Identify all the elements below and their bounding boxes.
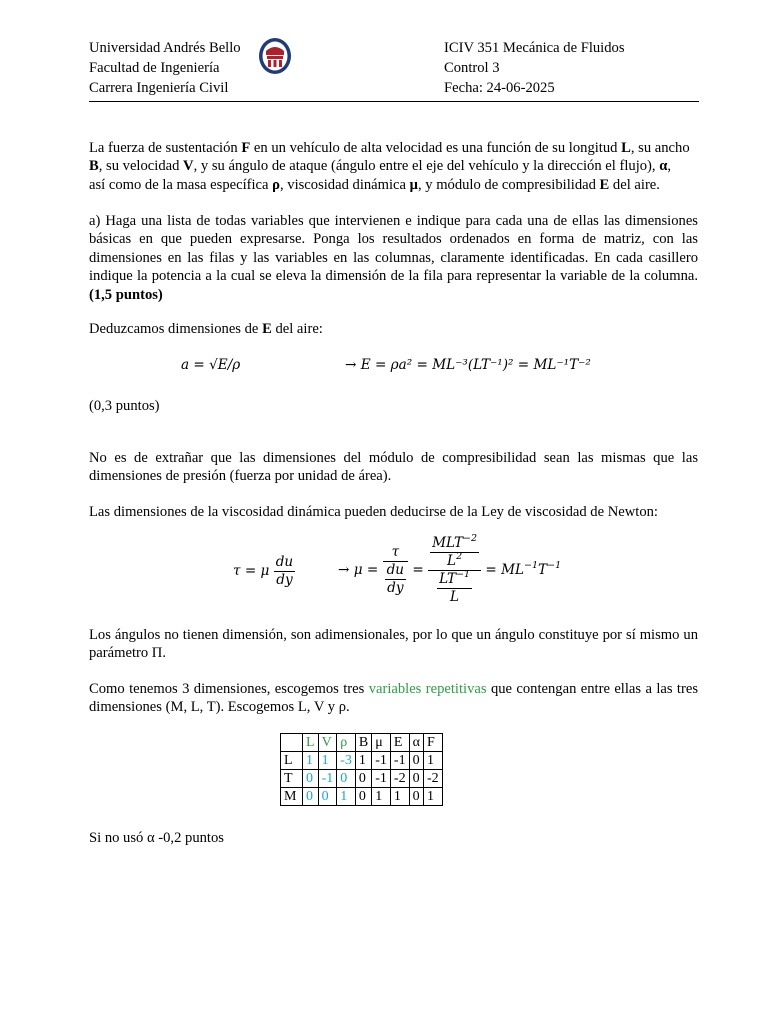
fraction-stress [430,535,479,570]
fraction-gradient [437,571,472,606]
fraction-dimensional [428,535,481,606]
table-row-label: L [281,752,303,770]
table-cell: 1 [423,788,442,806]
eq1-right: → E = ρa² = ML⁻³(LT⁻¹)² = ML⁻¹T⁻² [345,357,591,373]
table-cell: -1 [372,770,391,788]
var-E: E [599,176,610,193]
var-mu: μ [409,176,418,193]
intro-text: , su ancho [630,140,690,156]
table-cell: 1 [423,752,442,770]
intro-text: así como de la masa específica [89,176,273,193]
frac-denominator [430,553,479,570]
table-header-cell: E [390,734,409,752]
intro-text: , y módulo de compresibilidad [417,176,600,193]
table-cell: -1 [318,770,337,788]
intro-paragraph [89,139,698,194]
exam-date: Fecha: 24-06-2025 [444,80,555,96]
frac-numerator [430,535,479,553]
frac-numerator: τ [383,544,408,562]
var-L: L [621,140,631,156]
frac-denominator: L [450,589,460,605]
table-cell: 1 [303,752,319,770]
frac-denominator [428,571,481,606]
table-cell: 0 [409,788,423,806]
table-cell: -2 [423,770,442,788]
symbol-LT: LT [439,571,457,587]
frac-numerator: du [275,554,294,570]
table-header-row [281,734,443,752]
table-header-cell: α [409,734,423,752]
table-cell: 1 [337,788,356,806]
deduce-text: Deduzcamos dimensiones de [89,321,263,337]
angles-paragraph: Los ángulos no tienen dimensión, son adimensionales, por lo que un ángulo constituye por sí mismo un parámetro Π. [89,627,698,662]
var-B: B [89,158,99,175]
intro-text: , viscosidad dinámica [279,176,410,193]
part-a-points: (1,5 puntos) [89,286,163,303]
table-row [281,788,443,806]
eq2-tau-mu: τ = μ [233,563,270,579]
table-cell: 1 [355,752,371,770]
var-F: F [241,140,251,156]
part-a-text: a) Haga una lista de todas variables que intervienen e indique para cada una de ellas las dimensiones básicas en que pueden expresarse. Ponga los resultados ordenados en forma de matriz, con las dimensiones en las filas y las variables en las columnas, claramente identificadas. En cada casillero indique la potencia a la cual se eleva la dimensión de la fila para representar la variable de la columna. [89,213,698,285]
table-cell: -1 [390,752,409,770]
eq2-arrow-mu: → μ = [338,562,379,578]
intro-text: , [667,158,672,175]
frac-numerator [428,535,481,571]
fraction-tau-over-dudy [383,544,408,597]
var-E: E [262,321,272,337]
table-header-cell: F [423,734,442,752]
points-0-3: (0,3 puntos) [89,398,160,414]
table-cell: 1 [390,788,409,806]
university-seal-icon [258,37,292,75]
table-header-cell: μ [372,734,391,752]
exponent: −2 [463,533,478,544]
eq2-equals: = [412,562,424,578]
table-cell: 0 [409,770,423,788]
deduce-paragraph [89,320,698,338]
fraction-du-dy [385,562,406,597]
equation-newton-law [233,554,295,589]
table-row [281,752,443,770]
table-header-cell: ρ [337,734,356,752]
frac-numerator: du [386,562,405,578]
viscosity-paragraph: Las dimensiones de la viscosidad dinámica pueden deducirse de la Ley de viscosidad de Newton: [89,504,658,520]
equation-mu-dimensions [338,535,561,606]
var-rho: ρ [272,176,280,193]
symbol-L: L [447,553,457,569]
faculty-name: Facultad de Ingeniería [89,60,220,76]
intro-text: en un vehículo de alta velocidad es una función de su longitud [250,140,622,156]
table-header-cell [281,734,303,752]
table-cell: 1 [372,788,391,806]
course-name: ICIV 351 Mecánica de Fluidos [444,40,625,56]
alpha-penalty-note: Si no usó α -0,2 puntos [89,830,224,846]
intro-text: , su velocidad [98,158,184,175]
table-header-cell: B [355,734,371,752]
equation-E-dimensions [345,357,591,373]
repeating-text: Como tenemos 3 dimensiones, escogemos tres [89,681,369,697]
eq2-result: = ML [485,562,525,578]
frac-numerator [437,571,472,589]
var-alpha: α [659,158,668,175]
header-right [444,38,625,98]
var-V: V [183,158,194,175]
table-cell: 0 [303,788,319,806]
intro-text: La fuerza de sustentación [89,140,242,156]
exponent: −1 [456,569,471,580]
table-cell: 0 [355,788,371,806]
exponent: −1 [524,560,539,571]
table-cell: 1 [318,752,337,770]
table-cell: 0 [337,770,356,788]
table-cell: 0 [355,770,371,788]
deduce-text: del aire: [271,321,323,337]
exam-name: Control 3 [444,60,500,76]
table-row-label: M [281,788,303,806]
repeating-variables-highlight: variables repetitivas [368,681,487,697]
equation-speed-of-sound [181,357,240,373]
header-left [89,38,241,98]
table-cell: -3 [337,752,356,770]
header-divider [89,101,699,102]
repeating-text: que contengan entre ellas a las tres dimensiones (M, L, T). Escogemos L, V y ρ. [89,681,699,716]
dimensional-matrix [280,733,443,806]
frac-denominator: dy [276,572,293,588]
table-cell: 0 [409,752,423,770]
exponent: −1 [547,560,562,571]
university-name: Universidad Andrés Bello [89,40,241,56]
frac-denominator: dy [387,580,404,596]
table-header-cell: V [318,734,337,752]
table-cell: -2 [390,770,409,788]
intro-text: del aire. [609,176,660,193]
career-name: Carrera Ingeniería Civil [89,80,229,96]
frac-denominator [383,562,408,597]
repeating-variables-paragraph [89,680,698,717]
fraction-du-dy [274,554,295,589]
table-row-label: T [281,770,303,788]
part-a-paragraph [89,212,698,304]
table-row [281,770,443,788]
table-header-cell: L [303,734,319,752]
modulo-paragraph: No es de extrañar que las dimensiones del módulo de compresibilidad sean las mismas que las dimensiones de presión (fuerza por unidad de área). [89,450,698,485]
symbol-MLT: MLT [432,535,464,551]
intro-text: , y su ángulo de ataque (ángulo entre el eje del vehículo y la dirección el flujo), [193,158,660,175]
exponent: 2 [456,551,463,562]
symbol-T: T [538,562,548,578]
table-cell: 0 [318,788,337,806]
table-cell: -1 [372,752,391,770]
eq1-left: a = √E/ρ [181,357,241,373]
table-cell: 0 [303,770,319,788]
